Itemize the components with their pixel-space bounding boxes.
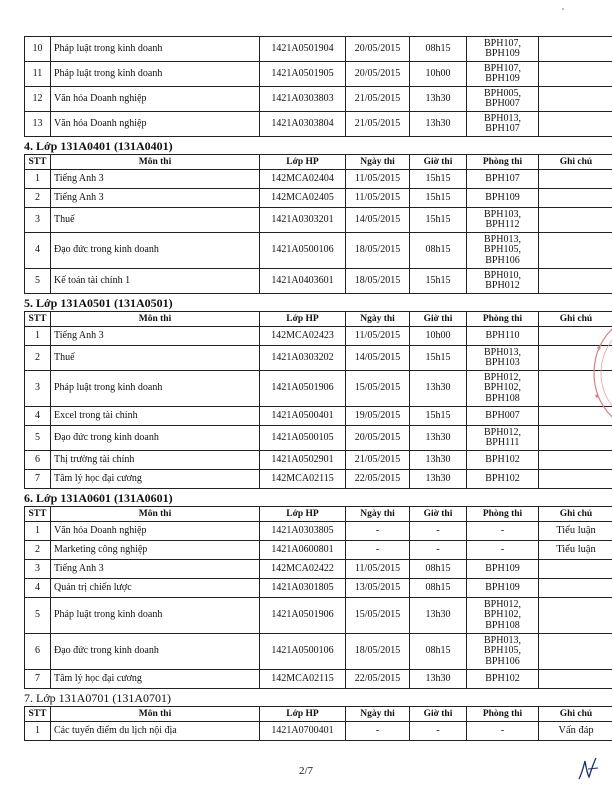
room-line: BPH102, — [484, 382, 521, 394]
cell-time: 15h15 — [410, 189, 467, 208]
schedule-table — [24, 506, 612, 689]
cell-note — [539, 37, 612, 62]
cell-class-code: 142MCA02422 — [260, 560, 346, 579]
cell-note — [539, 560, 612, 579]
cell-time: 13h30 — [410, 598, 467, 634]
column-header-time: Giờ thi — [410, 507, 467, 522]
cell-date: 14/05/2015 — [346, 208, 410, 233]
room-line: BPH111 — [485, 437, 520, 448]
cell-time: 15h15 — [410, 170, 467, 189]
table-row — [25, 470, 612, 489]
cell-room — [467, 87, 539, 112]
cell-stt: 10 — [25, 37, 51, 62]
schedule-table — [24, 311, 612, 489]
column-header-date: Ngày thi — [346, 707, 410, 722]
cell-class-code: 142MCA02405 — [260, 189, 346, 208]
cell-time: 15h15 — [410, 346, 467, 371]
cell-stt: 13 — [25, 112, 51, 137]
header-row — [25, 707, 612, 722]
cell-subject: Pháp luật trong kinh doanh — [51, 371, 260, 407]
cell-time: 13h30 — [410, 112, 467, 137]
cell-date: 22/05/2015 — [346, 670, 410, 689]
table-row — [25, 346, 612, 371]
cell-note — [539, 670, 612, 689]
cell-date: 13/05/2015 — [346, 579, 410, 598]
column-header-room: Phòng thi — [467, 707, 539, 722]
cell-room — [467, 37, 539, 62]
cell-stt: 2 — [25, 189, 51, 208]
cell-stt: 2 — [25, 541, 51, 560]
cell-class-code: 1421A0500106 — [260, 634, 346, 670]
section-title: 7. Lớp 131A0701 (131A0701) — [24, 691, 171, 705]
cell-stt: 3 — [25, 371, 51, 407]
cell-class-code: 142MCA02115 — [260, 670, 346, 689]
room-line: - — [500, 524, 505, 536]
cell-subject: Văn hóa Doanh nghiệp — [51, 522, 260, 541]
room-line: BPH102, — [484, 609, 521, 621]
cell-subject: Tiếng Anh 3 — [51, 170, 260, 189]
room-line: BPH103, — [484, 208, 521, 220]
cell-subject: Tiếng Anh 3 — [51, 189, 260, 208]
cell-time: 15h15 — [410, 269, 467, 294]
schedule-table — [24, 36, 612, 137]
table-row — [25, 371, 612, 407]
cell-stt: 5 — [25, 598, 51, 634]
cell-room — [467, 170, 539, 189]
cell-time: 13h30 — [410, 87, 467, 112]
room-line: BPH005, — [484, 87, 521, 99]
cell-stt: 3 — [25, 208, 51, 233]
table-row — [25, 407, 612, 426]
cell-room — [467, 233, 539, 269]
cell-time: 08h15 — [410, 560, 467, 579]
cell-class-code: 1421A0403601 — [260, 269, 346, 294]
room-line: BPH012, — [484, 598, 521, 610]
room-line: BPH007 — [485, 409, 520, 421]
cell-time: 08h15 — [410, 634, 467, 670]
cell-date: 20/05/2015 — [346, 426, 410, 451]
cell-room — [467, 208, 539, 233]
table-row — [25, 560, 612, 579]
cell-note — [539, 579, 612, 598]
cell-class-code: 1421A0501904 — [260, 37, 346, 62]
cell-date: - — [346, 541, 410, 560]
cell-class-code: 1421A0501906 — [260, 598, 346, 634]
cell-room — [467, 451, 539, 470]
cell-stt: 4 — [25, 579, 51, 598]
cell-subject: Tiếng Anh 3 — [51, 327, 260, 346]
cell-note — [539, 426, 612, 451]
column-header-subject: Môn thi — [51, 155, 260, 170]
room-line: BPH106 — [485, 655, 520, 667]
schedule-table — [24, 706, 612, 741]
cell-room — [467, 722, 539, 741]
column-header-time: Giờ thi — [410, 312, 467, 327]
room-line: BPH013, — [484, 112, 521, 124]
cell-class-code: 142MCA02404 — [260, 170, 346, 189]
cell-date: 20/05/2015 — [346, 62, 410, 87]
cell-subject: Thuế — [51, 346, 260, 371]
cell-note — [539, 170, 612, 189]
room-line: BPH103 — [485, 357, 520, 368]
cell-room — [467, 407, 539, 426]
column-header-class-code: Lớp HP — [260, 507, 346, 522]
cell-note: Vấn đáp — [539, 722, 612, 741]
section-title: 6. Lớp 131A0601 (131A0601) — [24, 491, 173, 505]
cell-class-code: 1421A0700401 — [260, 722, 346, 741]
cell-room — [467, 598, 539, 634]
cell-date: - — [346, 722, 410, 741]
header-row — [25, 155, 612, 170]
table-row — [25, 722, 612, 741]
cell-room — [467, 470, 539, 489]
cell-subject: Thuế — [51, 208, 260, 233]
column-header-note: Ghi chú — [539, 312, 612, 327]
cell-stt: 1 — [25, 722, 51, 741]
cell-stt: 4 — [25, 233, 51, 269]
table-row — [25, 634, 612, 670]
table-row — [25, 87, 612, 112]
room-line: BPH112 — [485, 219, 520, 230]
cell-date: 18/05/2015 — [346, 233, 410, 269]
room-line: BPH007 — [485, 98, 520, 109]
cell-subject: Tâm lý học đại cương — [51, 670, 260, 689]
room-line: BPH109 — [485, 48, 520, 59]
cell-room — [467, 62, 539, 87]
room-line: - — [500, 724, 505, 736]
scan-speck — [562, 8, 564, 10]
room-line: BPH013, — [484, 634, 521, 646]
cell-date: 15/05/2015 — [346, 598, 410, 634]
cell-room — [467, 112, 539, 137]
column-header-note: Ghi chú — [539, 155, 612, 170]
table-row — [25, 522, 612, 541]
cell-room — [467, 541, 539, 560]
cell-date: 11/05/2015 — [346, 189, 410, 208]
cell-room — [467, 346, 539, 371]
cell-subject: Thị trường tài chính — [51, 451, 260, 470]
table-row — [25, 233, 612, 269]
cell-date: 11/05/2015 — [346, 170, 410, 189]
cell-subject: Văn hóa Doanh nghiệp — [51, 87, 260, 112]
cell-date: 19/05/2015 — [346, 407, 410, 426]
column-header-date: Ngày thi — [346, 155, 410, 170]
room-line: BPH108 — [485, 392, 520, 404]
column-header-class-code: Lớp HP — [260, 312, 346, 327]
room-line: BPH107, — [484, 62, 521, 74]
cell-class-code: 1421A0303805 — [260, 522, 346, 541]
cell-date: 18/05/2015 — [346, 269, 410, 294]
page-number: 2/7 — [298, 765, 314, 777]
column-header-subject: Môn thi — [51, 707, 260, 722]
room-line: BPH108 — [485, 619, 520, 631]
cell-note — [539, 634, 612, 670]
room-line: BPH012, — [484, 426, 521, 438]
table-row — [25, 170, 612, 189]
cell-class-code: 1421A0501905 — [260, 62, 346, 87]
cell-room — [467, 579, 539, 598]
cell-class-code: 142MCA02423 — [260, 327, 346, 346]
cell-time: 13h30 — [410, 426, 467, 451]
column-header-stt: STT — [25, 312, 51, 327]
exam-schedule-page — [24, 36, 596, 741]
cell-subject: Pháp luật trong kinh doanh — [51, 598, 260, 634]
room-line: BPH107 — [485, 172, 520, 184]
cell-time: 08h15 — [410, 233, 467, 269]
cell-subject: Đạo đức trong kinh doanh — [51, 426, 260, 451]
cell-room — [467, 634, 539, 670]
cell-room — [467, 269, 539, 294]
table-row — [25, 269, 612, 294]
table-row — [25, 670, 612, 689]
cell-note — [539, 208, 612, 233]
cell-stt: 11 — [25, 62, 51, 87]
column-header-class-code: Lớp HP — [260, 707, 346, 722]
cell-stt: 5 — [25, 426, 51, 451]
cell-time: 08h15 — [410, 37, 467, 62]
cell-time: 15h15 — [410, 407, 467, 426]
header-row — [25, 507, 612, 522]
cell-time: 15h15 — [410, 208, 467, 233]
cell-stt: 4 — [25, 407, 51, 426]
cell-note — [539, 87, 612, 112]
room-line: BPH102 — [485, 672, 520, 684]
cell-subject: Pháp luật trong kinh doanh — [51, 62, 260, 87]
cell-stt: 7 — [25, 670, 51, 689]
room-line: BPH102 — [485, 453, 520, 465]
room-line: BPH105, — [484, 244, 521, 256]
cell-subject: Các tuyến điểm du lịch nội địa — [51, 722, 260, 741]
cell-date: 14/05/2015 — [346, 346, 410, 371]
cell-date: 21/05/2015 — [346, 87, 410, 112]
room-line: BPH109 — [485, 562, 520, 574]
table-row — [25, 598, 612, 634]
cell-note — [539, 269, 612, 294]
cell-class-code: 1421A0303201 — [260, 208, 346, 233]
cell-date: 22/05/2015 — [346, 470, 410, 489]
cell-class-code: 142MCA02115 — [260, 470, 346, 489]
cell-subject: Đạo đức trong kinh doanh — [51, 233, 260, 269]
room-line: BPH105, — [484, 645, 521, 657]
cell-stt: 2 — [25, 346, 51, 371]
table-row — [25, 327, 612, 346]
column-header-room: Phòng thi — [467, 507, 539, 522]
cell-class-code: 1421A0600801 — [260, 541, 346, 560]
cell-date: 15/05/2015 — [346, 371, 410, 407]
cell-subject: Tâm lý học đại cương — [51, 470, 260, 489]
room-line: BPH109 — [485, 191, 520, 203]
cell-stt: 1 — [25, 327, 51, 346]
column-header-subject: Môn thi — [51, 312, 260, 327]
cell-note — [539, 189, 612, 208]
cell-stt: 3 — [25, 560, 51, 579]
cell-time: - — [410, 722, 467, 741]
cell-subject: Văn hóa Doanh nghiệp — [51, 112, 260, 137]
room-line: BPH109 — [485, 73, 520, 84]
red-seal-stamp-edge — [588, 318, 612, 428]
column-header-note: Ghi chú — [539, 507, 612, 522]
cell-subject: Excel trong tài chính — [51, 407, 260, 426]
cell-stt: 7 — [25, 470, 51, 489]
cell-note — [539, 233, 612, 269]
cell-room — [467, 371, 539, 407]
column-header-date: Ngày thi — [346, 507, 410, 522]
cell-subject: Marketing công nghiệp — [51, 541, 260, 560]
cell-time: - — [410, 522, 467, 541]
cell-date: 11/05/2015 — [346, 560, 410, 579]
cell-note — [539, 470, 612, 489]
cell-stt: 1 — [25, 170, 51, 189]
cell-date: 11/05/2015 — [346, 327, 410, 346]
table-row — [25, 451, 612, 470]
column-header-room: Phòng thi — [467, 155, 539, 170]
column-header-stt: STT — [25, 707, 51, 722]
cell-room — [467, 522, 539, 541]
cell-class-code: 1421A0500401 — [260, 407, 346, 426]
section-title: 4. Lớp 131A0401 (131A0401) — [24, 139, 173, 153]
cell-subject: Kế toán tài chính 1 — [51, 269, 260, 294]
cell-room — [467, 327, 539, 346]
cell-time: 10h00 — [410, 327, 467, 346]
room-line: BPH012 — [485, 280, 520, 291]
column-header-stt: STT — [25, 155, 51, 170]
cell-class-code: 1421A0303804 — [260, 112, 346, 137]
header-row — [25, 312, 612, 327]
room-line: BPH013, — [484, 346, 521, 358]
column-header-note: Ghi chú — [539, 707, 612, 722]
cell-stt: 12 — [25, 87, 51, 112]
room-line: BPH107 — [485, 123, 520, 134]
cell-subject: Đạo đức trong kinh doanh — [51, 634, 260, 670]
cell-time: - — [410, 541, 467, 560]
cell-date: 21/05/2015 — [346, 112, 410, 137]
cell-note — [539, 112, 612, 137]
cell-time: 13h30 — [410, 371, 467, 407]
room-line: BPH102 — [485, 472, 520, 484]
cell-note — [539, 62, 612, 87]
room-line: - — [500, 543, 505, 555]
cell-subject: Tiếng Anh 3 — [51, 560, 260, 579]
cell-date: 18/05/2015 — [346, 634, 410, 670]
section-title: 5. Lớp 131A0501 (131A0501) — [24, 296, 173, 310]
table-row — [25, 62, 612, 87]
cell-time: 08h15 — [410, 579, 467, 598]
table-row — [25, 579, 612, 598]
column-header-time: Giờ thi — [410, 155, 467, 170]
cell-note — [539, 451, 612, 470]
cell-room — [467, 670, 539, 689]
cell-class-code: 1421A0303803 — [260, 87, 346, 112]
room-line: BPH013, — [484, 233, 521, 245]
cell-time: 13h30 — [410, 670, 467, 689]
cell-time: 13h30 — [410, 470, 467, 489]
room-line: BPH106 — [485, 254, 520, 266]
cell-stt: 1 — [25, 522, 51, 541]
cell-time: 13h30 — [410, 451, 467, 470]
cell-stt: 5 — [25, 269, 51, 294]
table-row — [25, 426, 612, 451]
cell-class-code: 1421A0502901 — [260, 451, 346, 470]
signature-mark — [576, 755, 602, 783]
schedule-table — [24, 154, 612, 294]
table-row — [25, 541, 612, 560]
room-line: BPH107, — [484, 37, 521, 49]
cell-subject: Pháp luật trong kinh doanh — [51, 37, 260, 62]
table-row — [25, 189, 612, 208]
column-header-subject: Môn thi — [51, 507, 260, 522]
table-row — [25, 37, 612, 62]
cell-stt: 6 — [25, 451, 51, 470]
column-header-date: Ngày thi — [346, 312, 410, 327]
cell-class-code: 1421A0500106 — [260, 233, 346, 269]
column-header-stt: STT — [25, 507, 51, 522]
cell-date: - — [346, 522, 410, 541]
table-row — [25, 208, 612, 233]
cell-class-code: 1421A0500105 — [260, 426, 346, 451]
cell-date: 21/05/2015 — [346, 451, 410, 470]
table-row — [25, 112, 612, 137]
cell-room — [467, 560, 539, 579]
cell-stt: 6 — [25, 634, 51, 670]
column-header-room: Phòng thi — [467, 312, 539, 327]
cell-class-code: 1421A0301805 — [260, 579, 346, 598]
cell-note — [539, 598, 612, 634]
cell-date: 20/05/2015 — [346, 37, 410, 62]
column-header-class-code: Lớp HP — [260, 155, 346, 170]
column-header-time: Giờ thi — [410, 707, 467, 722]
room-line: BPH110 — [485, 329, 520, 341]
cell-note: Tiểu luận — [539, 522, 612, 541]
room-line: BPH010, — [484, 269, 521, 281]
cell-room — [467, 189, 539, 208]
cell-note: Tiểu luận — [539, 541, 612, 560]
room-line: BPH012, — [484, 371, 521, 383]
cell-time: 10h00 — [410, 62, 467, 87]
room-line: BPH109 — [485, 581, 520, 593]
cell-room — [467, 426, 539, 451]
cell-subject: Quản trị chiến lược — [51, 579, 260, 598]
cell-class-code: 1421A0501906 — [260, 371, 346, 407]
cell-class-code: 1421A0303202 — [260, 346, 346, 371]
